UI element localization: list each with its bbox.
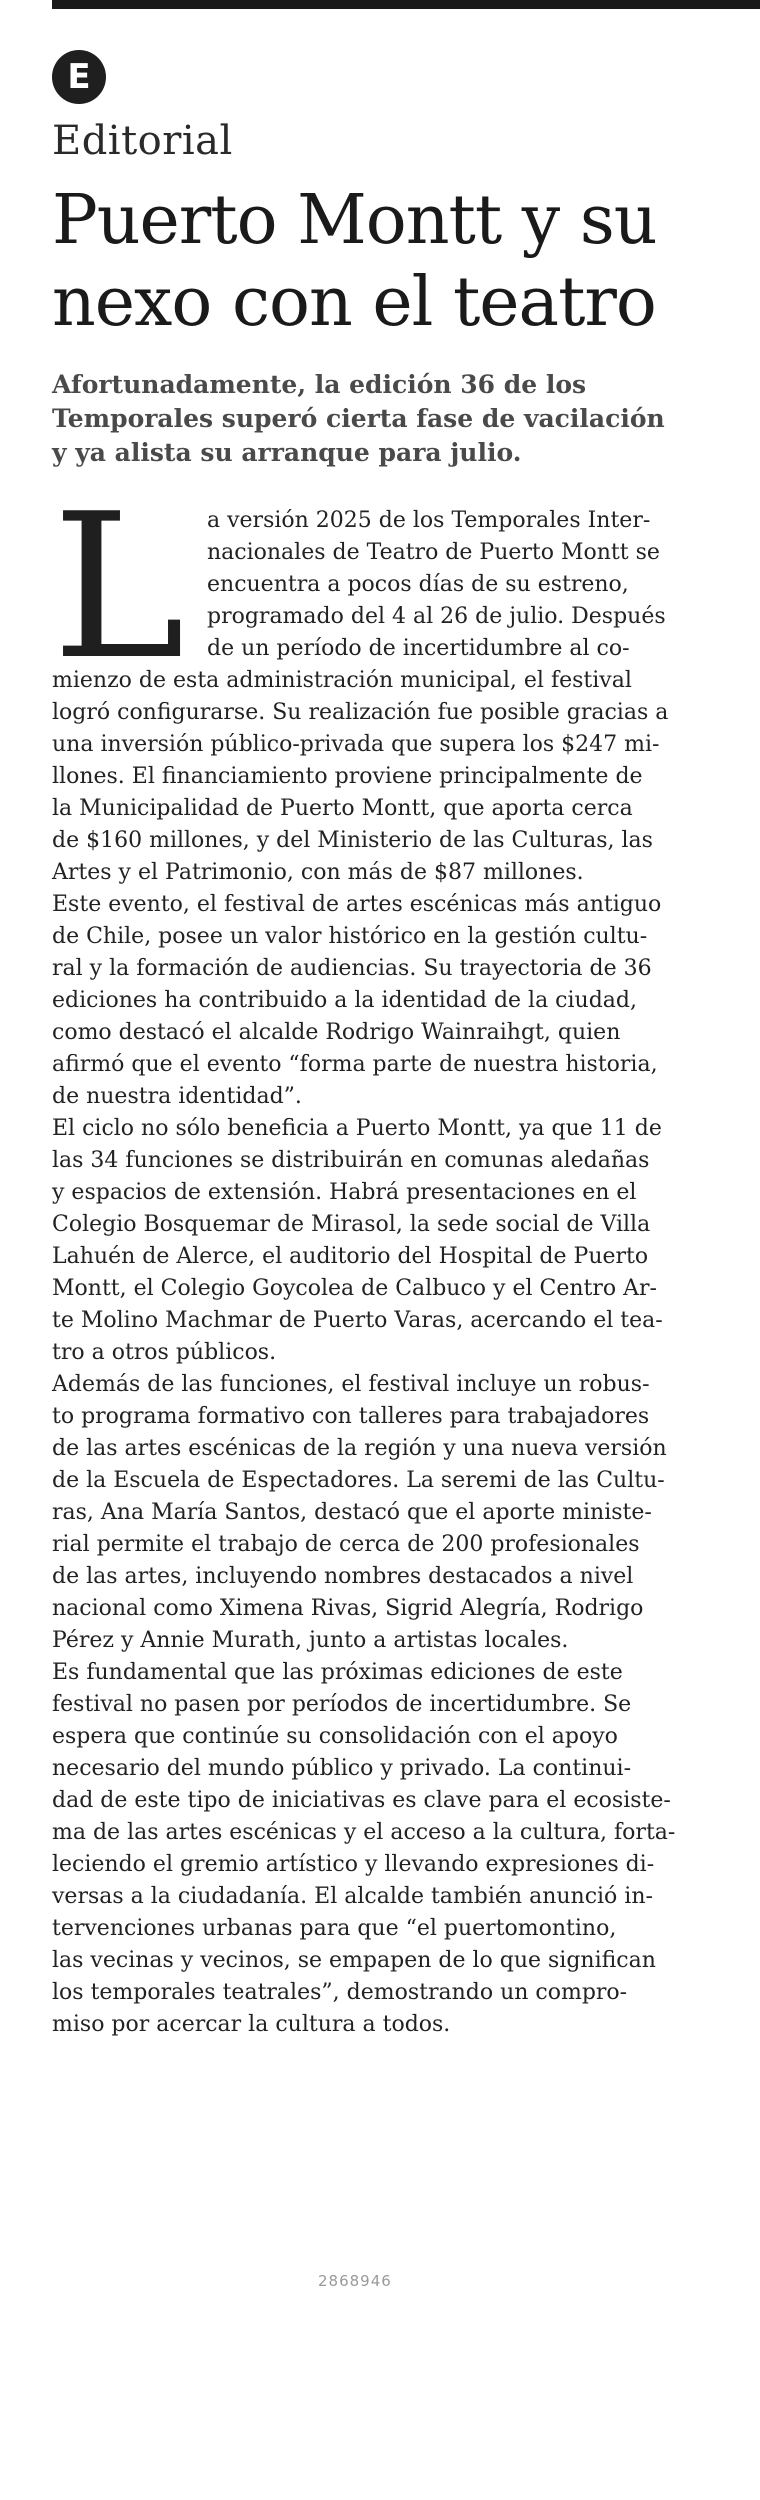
article-line: Además de las funciones, el festival incluye un robus- xyxy=(52,1372,650,1397)
article-line: de las artes, incluyendo nombres destacados a nivel xyxy=(52,1564,634,1589)
article-line: espera que continúe su consolidación con el apoyo xyxy=(52,1724,618,1749)
article-line: la Municipalidad de Puerto Montt, que aporta cerca xyxy=(52,796,633,821)
article-line: de nuestra identidad”. xyxy=(52,1084,302,1109)
article-line: te Molino Machmar de Puerto Varas, acercando el tea- xyxy=(52,1308,663,1333)
article-line: festival no pasen por períodos de incertidumbre. Se xyxy=(52,1692,632,1717)
article-line: de $160 millones, y del Ministerio de las Culturas, las xyxy=(52,828,653,853)
article-body xyxy=(52,471,722,2041)
article-line: de las artes escénicas de la región y una nueva versión xyxy=(52,1436,667,1461)
article-line: Es fundamental que las próximas ediciones de este xyxy=(52,1660,623,1685)
article-line: Pérez y Annie Murath, junto a artistas locales. xyxy=(52,1628,569,1653)
article-line: encuentra a pocos días de su estreno, xyxy=(207,572,629,597)
article-line: los temporales teatrales”, demostrando un compro- xyxy=(52,1980,628,2005)
article-line: una inversión público-privada que supera los $247 mi- xyxy=(52,732,660,757)
article-paragraph xyxy=(52,1369,722,1657)
article-line: leciendo el gremio artístico y llevando expresiones di- xyxy=(52,1852,655,1877)
section-badge: E xyxy=(52,50,106,104)
article-line: Artes y el Patrimonio, con más de $87 millones. xyxy=(52,860,584,885)
article-line: ras, Ana María Santos, destacó que el aporte ministe- xyxy=(52,1500,652,1525)
article-line: Colegio Bosquemar de Mirasol, la sede social de Villa xyxy=(52,1212,651,1237)
headline-line: Puerto Montt y su xyxy=(52,181,657,260)
article-line: ma de las artes escénicas y el acceso a la cultura, forta- xyxy=(52,1820,676,1845)
article-line: de Chile, posee un valor histórico en la gestión cultu- xyxy=(52,924,648,949)
article-line: afirmó que el evento “forma parte de nuestra historia, xyxy=(52,1052,658,1077)
article-line: y espacios de extensión. Habrá presentaciones en el xyxy=(52,1180,637,1205)
article-line: El ciclo no sólo beneficia a Puerto Montt, ya que 11 de xyxy=(52,1116,662,1141)
article-line: ral y la formación de audiencias. Su trayectoria de 36 xyxy=(52,956,652,981)
article-line: de un período de incertidumbre al co- xyxy=(207,636,630,661)
article-paragraph xyxy=(52,471,722,889)
deck-line: y ya alista su arranque para julio. xyxy=(52,438,522,467)
article-line: como destacó el alcalde Rodrigo Wainraihgt, quien xyxy=(52,1020,621,1045)
article-line: a versión 2025 de los Temporales Inter- xyxy=(207,508,651,533)
article-line: Este evento, el festival de artes escénicas más antiguo xyxy=(52,892,662,917)
article-line: llones. El financiamiento proviene principalmente de xyxy=(52,764,643,789)
article-line: nacional como Ximena Rivas, Sigrid Alegría, Rodrigo xyxy=(52,1596,644,1621)
deck-line: Temporales superó cierta fase de vacilación xyxy=(52,404,665,433)
article-line: necesario del mundo público y privado. La continui- xyxy=(52,1756,632,1781)
article-line: miso por acercar la cultura a todos. xyxy=(52,2012,451,2037)
headline xyxy=(52,180,742,344)
article-line: de la Escuela de Espectadores. La seremi de las Cultu- xyxy=(52,1468,665,1493)
article-line: Lahuén de Alerce, el auditorio del Hospital de Puerto xyxy=(52,1244,649,1269)
drop-cap: L xyxy=(52,471,185,704)
article-line: tervenciones urbanas para que “el puertomontino, xyxy=(52,1916,617,1941)
headline-line: nexo con el teatro xyxy=(52,263,656,342)
article-paragraph xyxy=(52,1113,722,1369)
article-line: rial permite el trabajo de cerca de 200 profesionales xyxy=(52,1532,640,1557)
article-line: tro a otros públicos. xyxy=(52,1340,277,1365)
article-line: to programa formativo con talleres para trabajadores xyxy=(52,1404,650,1429)
article-line: Montt, el Colegio Goycolea de Calbuco y el Centro Ar- xyxy=(52,1276,657,1301)
article-line: ediciones ha contribuido a la identidad de la ciudad, xyxy=(52,988,637,1013)
section-label: Editorial xyxy=(52,118,233,164)
deck-line: Afortunadamente, la edición 36 de los xyxy=(52,370,587,399)
article-line: logró configurarse. Su realización fue posible gracias a xyxy=(52,700,669,725)
article-line: programado del 4 al 26 de julio. Después xyxy=(207,604,666,629)
article-line: versas a la ciudadanía. El alcalde también anunció in- xyxy=(52,1884,653,1909)
watermark: 2868946 xyxy=(318,2272,392,2290)
article-line: las 34 funciones se distribuirán en comunas aledañas xyxy=(52,1148,650,1173)
article-line: nacionales de Teatro de Puerto Montt se xyxy=(207,540,660,565)
article-line: las vecinas y vecinos, se empapen de lo que significan xyxy=(52,1948,656,1973)
top-rule xyxy=(52,0,760,9)
article-line: dad de este tipo de iniciativas es clave para el ecosiste- xyxy=(52,1788,671,1813)
article-paragraph xyxy=(52,889,722,1113)
article-line: mienzo de esta administración municipal, el festival xyxy=(52,668,632,693)
deck xyxy=(52,368,742,470)
article-paragraph xyxy=(52,1657,722,2041)
